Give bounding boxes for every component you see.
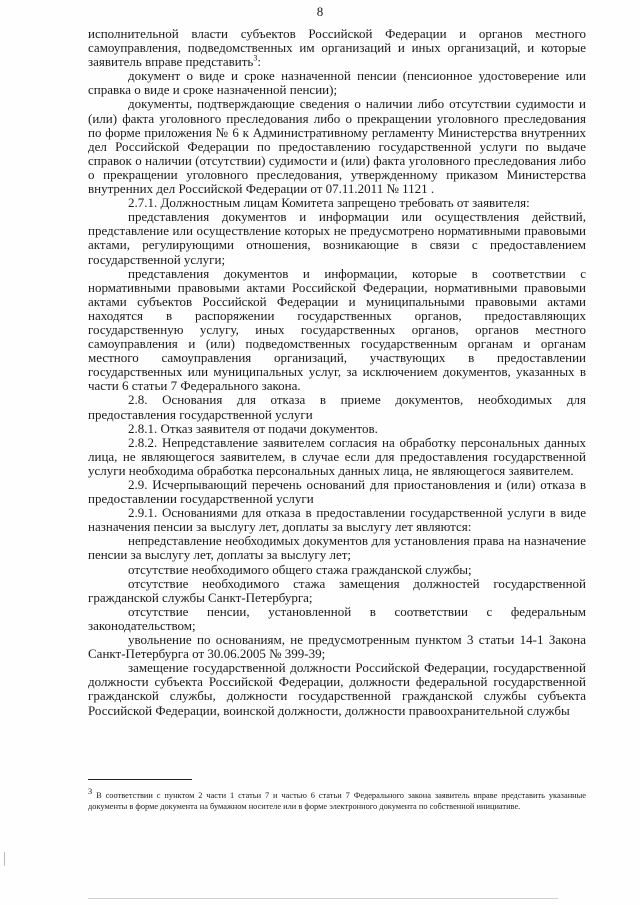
paragraph: 2.9.1. Основаниями для отказа в предоставлении государственной услуги в виде назначения пенсии за выслугу лет, доплаты за выслугу лет являются: bbox=[88, 505, 586, 535]
list-item: увольнение по основаниям, не предусмотренным пунктом 3 статьи 14-1 Закона Санкт-Петербурга от 30.06.2005 № 399-39; bbox=[88, 632, 586, 662]
paragraph: представления документов и информации, которые в соответствии с нормативными правовыми актами Российской Федерации, нормативными правовыми актами субъектов Российской Федерации и муниципальными правовыми актами находятся в распоряжении государственных органов, предоставляющих государственную услугу, иных государственных органов, органов местного самоуправления и (или) подведомственных государственным органам и органам местного самоуправления организаций, участвующих в предоставлении государственных или муниципальных услуг, за исключением документов, указанных в части 6 статьи 7 Федерального закона. bbox=[88, 265, 586, 394]
list-item: замещение государственной должности Российской Федерации, государственной должности субъекта Российской Федерации, должности федеральной государственной гражданской службы, должности государственной гражданской службы субъекта Российской Федерации, воинской должности, должности правоохранительной службы bbox=[88, 660, 586, 718]
footnote bbox=[88, 786, 586, 813]
footnote-text: В соответствии с пунктом 2 части 1 статьи 7 и частью 6 статьи 7 Федерального закона заявитель вправе представить указанные документы в форме документа на бумажном носителе или в форме электронного документа по собственной инициативе. bbox=[88, 790, 587, 812]
footnote-mark: 3 bbox=[88, 787, 93, 796]
page-number: 8 bbox=[316, 4, 324, 19]
paragraph-text: исполнительной власти субъектов Российской Федерации и органов местного самоуправления, подведомственных им организаций и иных организаций, и которые заявитель вправе представить bbox=[88, 26, 586, 70]
paragraph-continuation bbox=[88, 27, 586, 69]
list-item: отсутствие необходимого стажа замещения должностей государственной гражданской службы Санкт-Петербурга; bbox=[88, 575, 586, 605]
list-item: отсутствие необходимого общего стажа гражданской службы; bbox=[128, 561, 472, 577]
section-heading: 2.9. Исчерпывающий перечень оснований для приостановления и (или) отказа в предоставлении государственной услуги bbox=[88, 477, 586, 507]
footnote-separator bbox=[88, 779, 192, 780]
section-heading: 2.8. Основания для отказа в приеме документов, необходимых для предоставления государственной услуги bbox=[88, 392, 586, 422]
paragraph-heading: 2.7.1. Должностным лицам Комитета запрещено требовать от заявителя: bbox=[128, 195, 530, 211]
paragraph: документ о виде и сроке назначенной пенсии (пенсионное удостоверение или справка о виде и сроке назначенной пенсии); bbox=[88, 68, 586, 98]
list-item: непредставление необходимых документов для установления права на назначение пенсии за выслугу лет, доплаты за выслугу лет; bbox=[88, 533, 586, 563]
list-item: отсутствие пенсии, установленной в соответствии с федеральным законодательством; bbox=[88, 603, 586, 633]
footnote-reference: 3 bbox=[253, 53, 258, 63]
paragraph: 2.8.2. Непредставление заявителем согласия на обработку персональных данных лица, не являющегося заявителем, в случае если для предоставления государственной услуги необходима обработка персональных данных лица, не являющегося заявителем. bbox=[88, 434, 586, 478]
paragraph: документы, подтверждающие сведения о наличии либо отсутствии судимости и (или) факта уголовного преследования либо о прекращении уголовного преследования по форме приложения № 6 к Административному регламенту Министерства внутренних дел Российской Федерации по предоставлению государственной услуги по выдаче справок о наличии (отсутствии) судимости и (или) факта уголовного преследования либо о прекращении уголовного преследования, утвержденному приказом Министерства внутренних дел Российской Федерации от 07.11.2011 № 1121 . bbox=[88, 96, 586, 197]
document-body bbox=[88, 27, 586, 718]
scan-margin-mark bbox=[4, 852, 5, 866]
paragraph: представления документов и информации или осуществления действий, представление или осуществление которых не предусмотрено нормативными правовыми актами, регулирующими отношения, возникающие в связи с предоставлением государственной услуги; bbox=[88, 209, 586, 267]
paragraph-punctuation: : bbox=[257, 54, 261, 70]
paragraph: 2.8.1. Отказ заявителя от подачи документов. bbox=[128, 420, 378, 436]
scan-bottom-edge bbox=[88, 898, 558, 899]
